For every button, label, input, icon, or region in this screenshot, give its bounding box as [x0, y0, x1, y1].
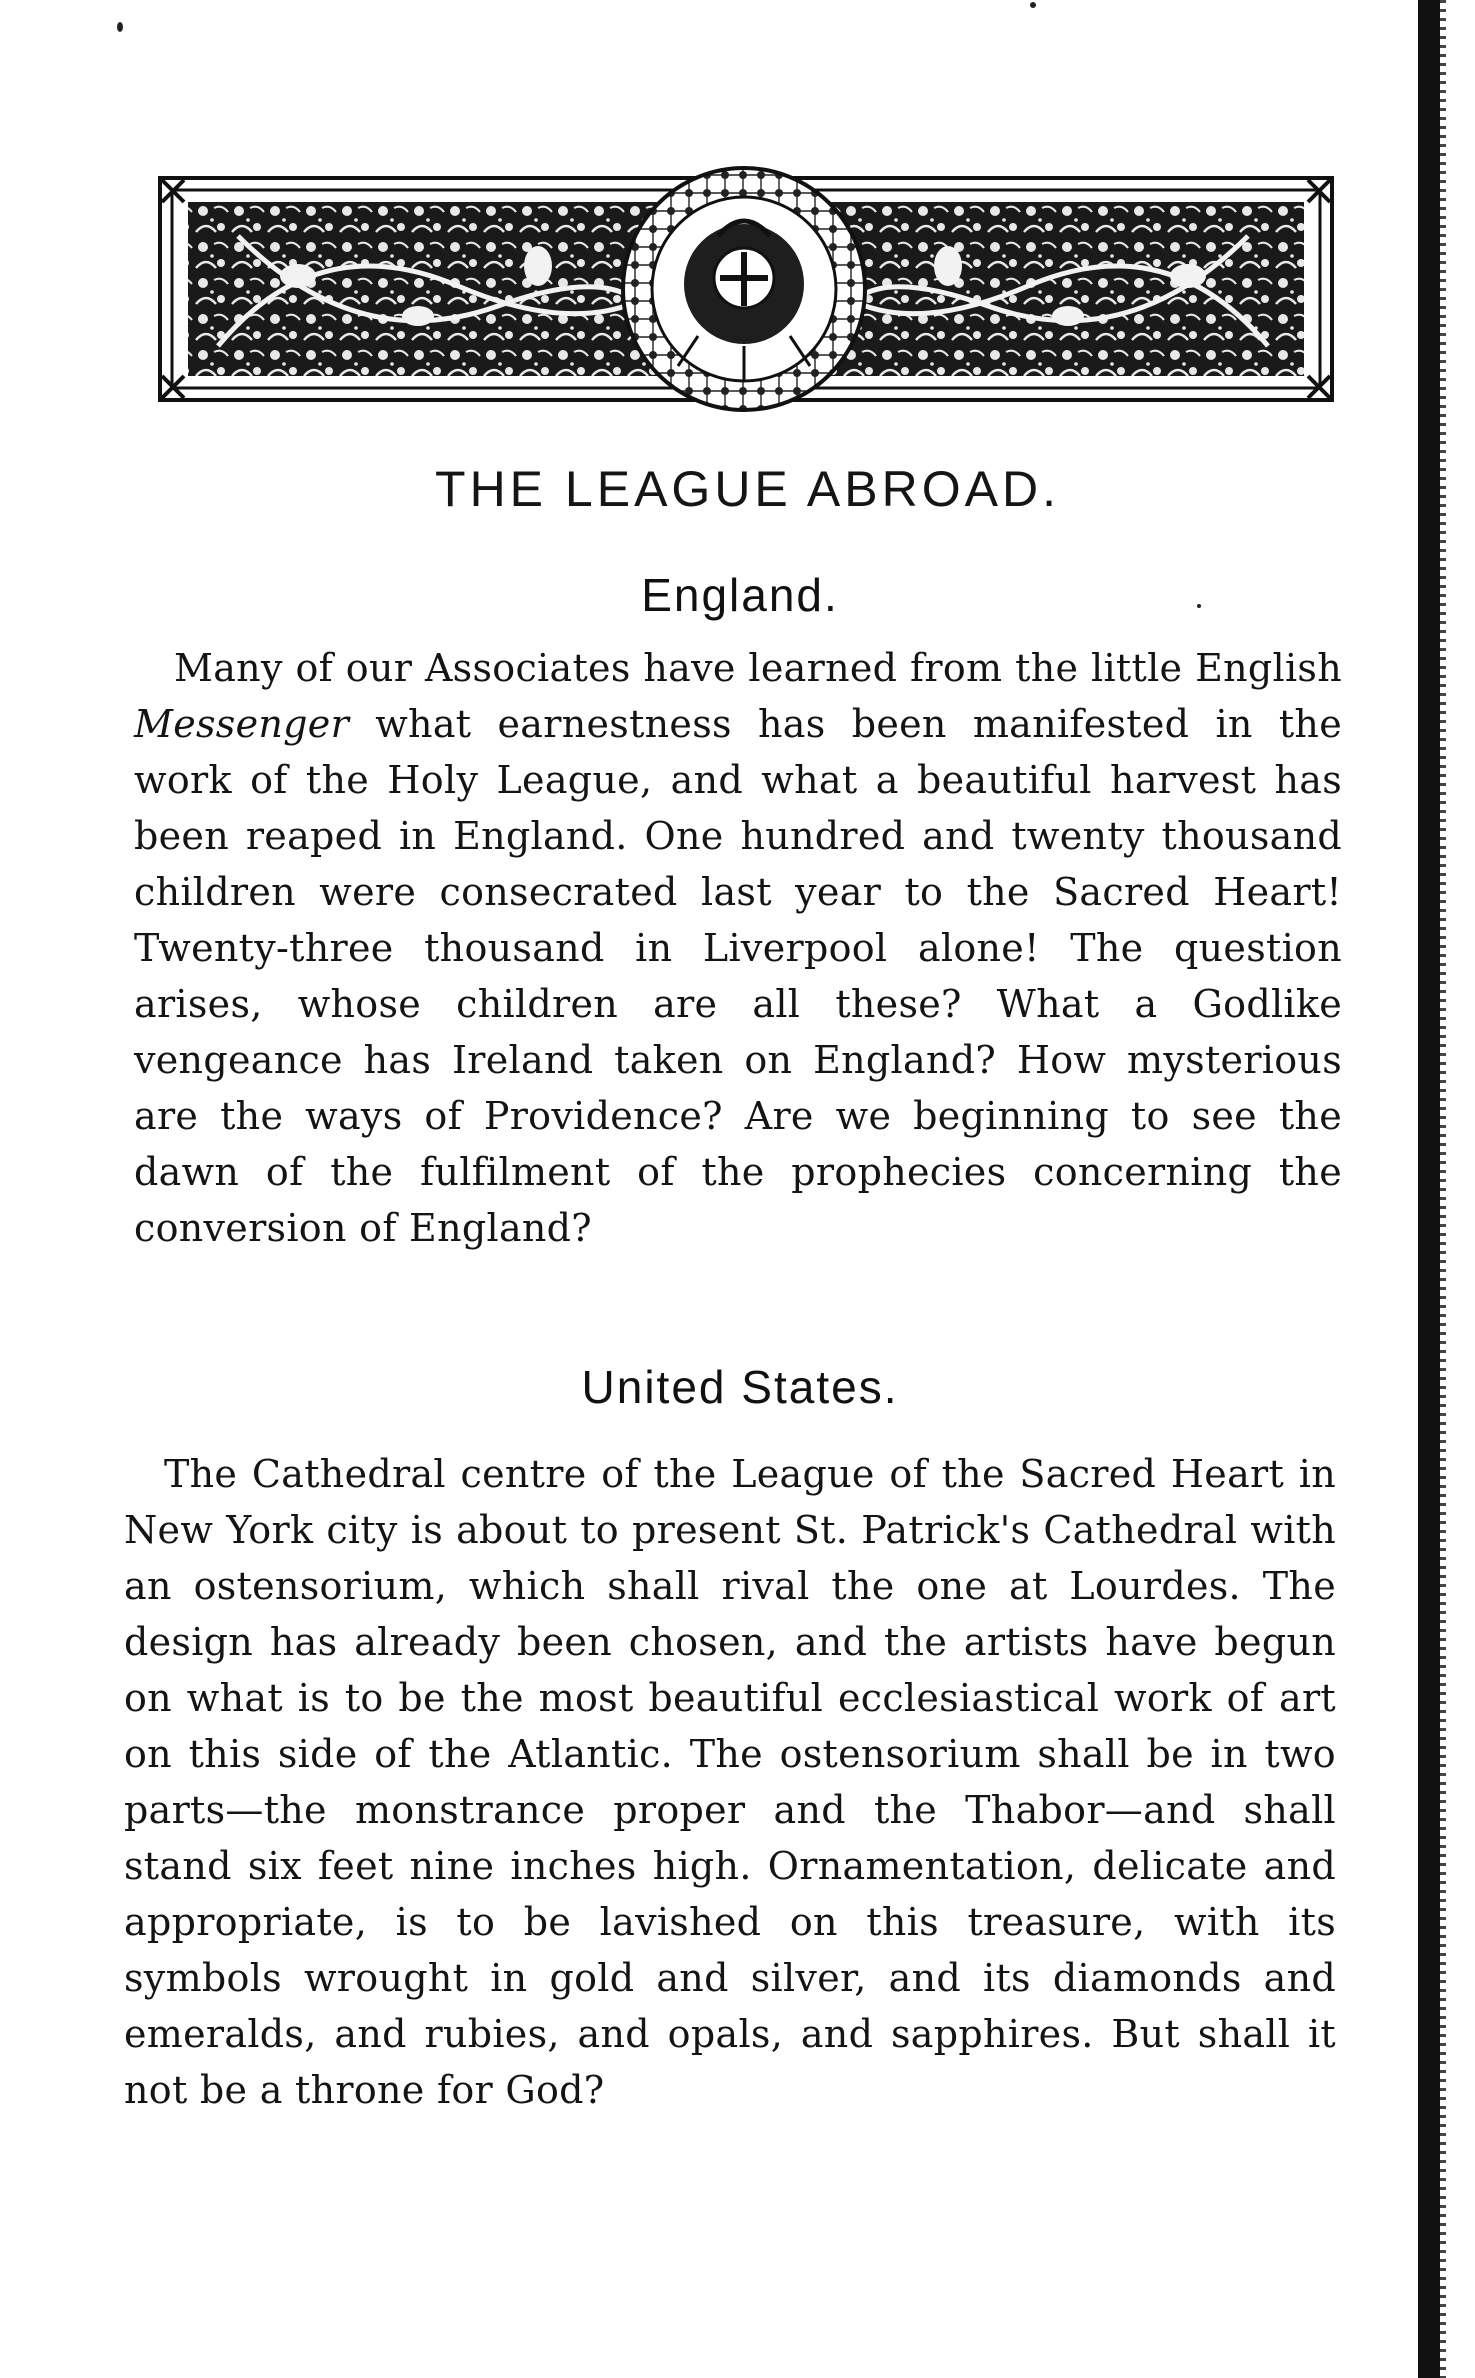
section-body-england — [134, 640, 1342, 1256]
scan-speck — [1197, 604, 1201, 608]
section-heading-england: England. — [641, 569, 839, 621]
scan-speck — [117, 22, 123, 32]
page-edge-rule — [1418, 0, 1440, 2378]
page-edge-texture — [1440, 0, 1446, 2378]
body-text: what earnestness has been manifested in the work of the Holy League, and what a beautiful harvest has been reaped in England. One hundred and twenty thousand children were consecrated last year to the Sacred Heart! Twenty-three thousand in Liverpool alone! The question arises, whose children are all these? What a Godlike vengeance has Ireland taken on England? How mysterious are the ways of Providence? Are we beginning to see the dawn of the fulfilment of the prophecies concerning the conversion of England? — [134, 702, 1342, 1250]
page-title: THE LEAGUE ABROAD. — [435, 461, 1060, 517]
body-text: Many of our Associates have learned from the little English — [174, 646, 1342, 690]
scan-speck — [1030, 2, 1036, 8]
italic-title: Messenger — [134, 702, 350, 746]
section-heading-united-states: United States. — [581, 1361, 899, 1413]
ornamental-headpiece — [158, 166, 1336, 412]
section-body-united-states: The Cathedral centre of the League of the Sacred Heart in New York city is about to present St. Patrick's Cathedral with an ostensorium, which shall rival the one at Lourdes. The design has already been chosen, and the artists have begun on what is to be the most beautiful ecclesiastical work of art on this side of the Atlantic. The ostensorium shall be in two parts—the monstrance proper and the Thabor—and shall stand six feet nine inches high. Ornamentation, delicate and appropriate, is to be lavished on this treasure, with its symbols wrought in gold and silver, and its diamonds and emeralds, and rubies, and opals, and sapphires. But shall it not be a throne for God? — [124, 1452, 1336, 2112]
